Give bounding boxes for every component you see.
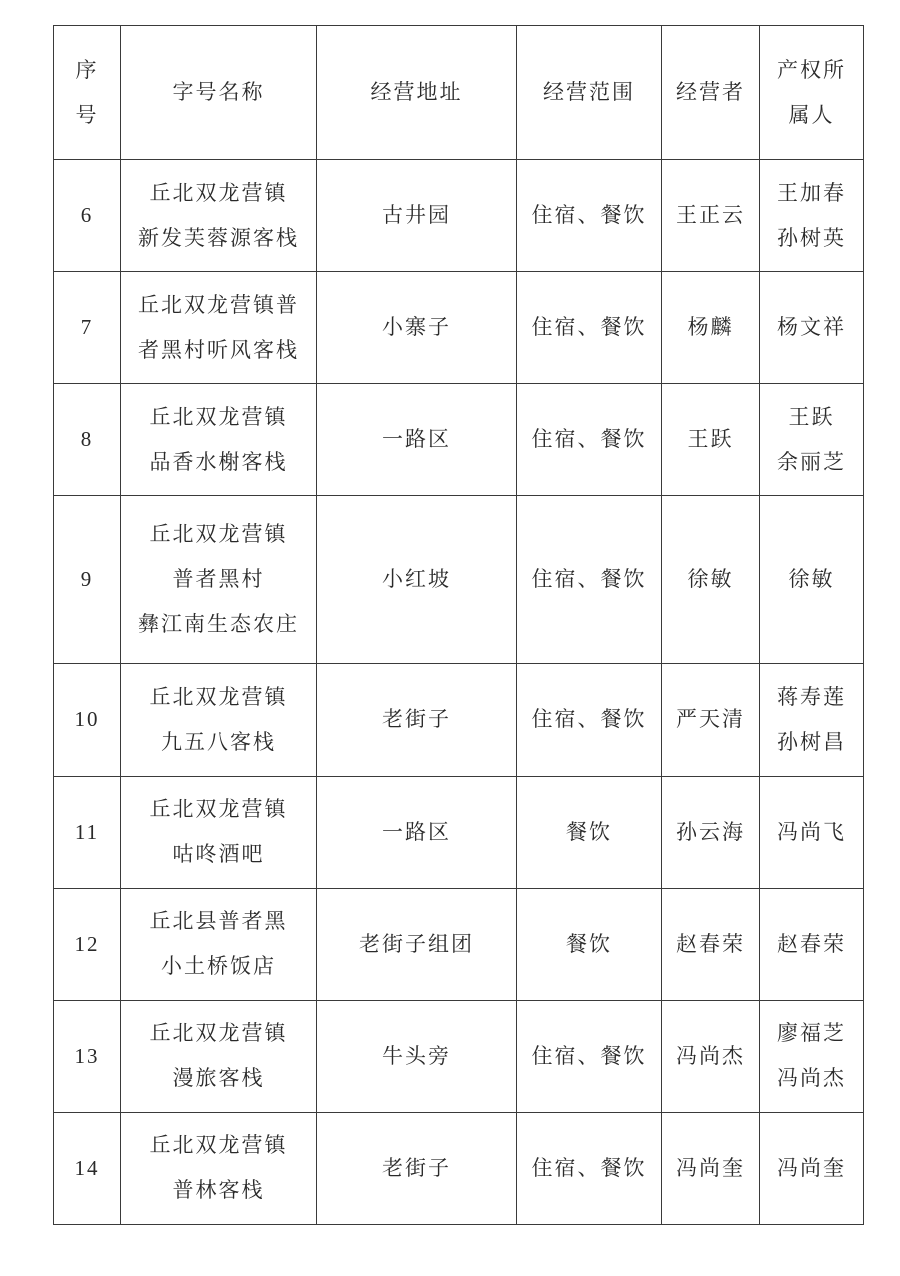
row-owner: 徐敏: [760, 496, 864, 664]
row-address: 一路区: [317, 776, 517, 888]
row-index: 14: [54, 1112, 121, 1224]
table-row: [54, 496, 864, 664]
row-scope: 住宿、餐饮: [517, 1112, 662, 1224]
row-address: 老街子: [317, 664, 517, 776]
row-owner: 赵春荣: [760, 888, 864, 1000]
row-name: 丘北双龙营镇 九五八客栈: [121, 664, 317, 776]
row-name: 丘北双龙营镇 新发芙蓉源客栈: [121, 160, 317, 272]
table-row: [54, 1112, 864, 1224]
row-name: 丘北双龙营镇 普林客栈: [121, 1112, 317, 1224]
table-row: [54, 1000, 864, 1112]
header-row: [54, 26, 864, 160]
table-row: [54, 664, 864, 776]
header-scope: 经营范围: [517, 26, 662, 160]
table-row: [54, 888, 864, 1000]
row-name: 丘北双龙营镇普 者黑村听风客栈: [121, 272, 317, 384]
row-index: 13: [54, 1000, 121, 1112]
row-name: 丘北双龙营镇 普者黑村 彝江南生态农庄: [121, 496, 317, 664]
row-name: 丘北双龙营镇 品香水榭客栈: [121, 384, 317, 496]
row-owner: 王跃 余丽芝: [760, 384, 864, 496]
header-operator: 经营者: [662, 26, 760, 160]
row-scope: 餐饮: [517, 888, 662, 1000]
row-operator: 王正云: [662, 160, 760, 272]
row-index: 12: [54, 888, 121, 1000]
row-index: 6: [54, 160, 121, 272]
row-index: 9: [54, 496, 121, 664]
row-address: 牛头旁: [317, 1000, 517, 1112]
row-owner: 廖福芝 冯尚杰: [760, 1000, 864, 1112]
row-scope: 餐饮: [517, 776, 662, 888]
table-row: [54, 160, 864, 272]
row-address: 小红坡: [317, 496, 517, 664]
header-address: 经营地址: [317, 26, 517, 160]
row-name: 丘北县普者黑 小土桥饭店: [121, 888, 317, 1000]
row-address: 老街子组团: [317, 888, 517, 1000]
header-owner: 产权所 属人: [760, 26, 864, 160]
row-scope: 住宿、餐饮: [517, 496, 662, 664]
row-address: 小寨子: [317, 272, 517, 384]
row-address: 一路区: [317, 384, 517, 496]
row-scope: 住宿、餐饮: [517, 160, 662, 272]
row-operator: 严天清: [662, 664, 760, 776]
row-operator: 王跃: [662, 384, 760, 496]
row-operator: 徐敏: [662, 496, 760, 664]
table-row: [54, 384, 864, 496]
row-index: 7: [54, 272, 121, 384]
row-scope: 住宿、餐饮: [517, 664, 662, 776]
row-name: 丘北双龙营镇 漫旅客栈: [121, 1000, 317, 1112]
row-index: 11: [54, 776, 121, 888]
table-row: [54, 776, 864, 888]
business-registry-table: [53, 25, 864, 1225]
header-index: 序 号: [54, 26, 121, 160]
header-name: 字号名称: [121, 26, 317, 160]
row-operator: 杨麟: [662, 272, 760, 384]
row-owner: 王加春 孙树英: [760, 160, 864, 272]
row-owner: 冯尚奎: [760, 1112, 864, 1224]
row-address: 老街子: [317, 1112, 517, 1224]
table-row: [54, 272, 864, 384]
row-index: 10: [54, 664, 121, 776]
row-operator: 赵春荣: [662, 888, 760, 1000]
row-scope: 住宿、餐饮: [517, 1000, 662, 1112]
row-scope: 住宿、餐饮: [517, 384, 662, 496]
row-owner: 杨文祥: [760, 272, 864, 384]
row-owner: 冯尚飞: [760, 776, 864, 888]
row-name: 丘北双龙营镇 咕咚酒吧: [121, 776, 317, 888]
row-scope: 住宿、餐饮: [517, 272, 662, 384]
row-owner: 蒋寿莲 孙树昌: [760, 664, 864, 776]
row-operator: 孙云海: [662, 776, 760, 888]
row-operator: 冯尚杰: [662, 1000, 760, 1112]
row-address: 古井园: [317, 160, 517, 272]
row-index: 8: [54, 384, 121, 496]
row-operator: 冯尚奎: [662, 1112, 760, 1224]
